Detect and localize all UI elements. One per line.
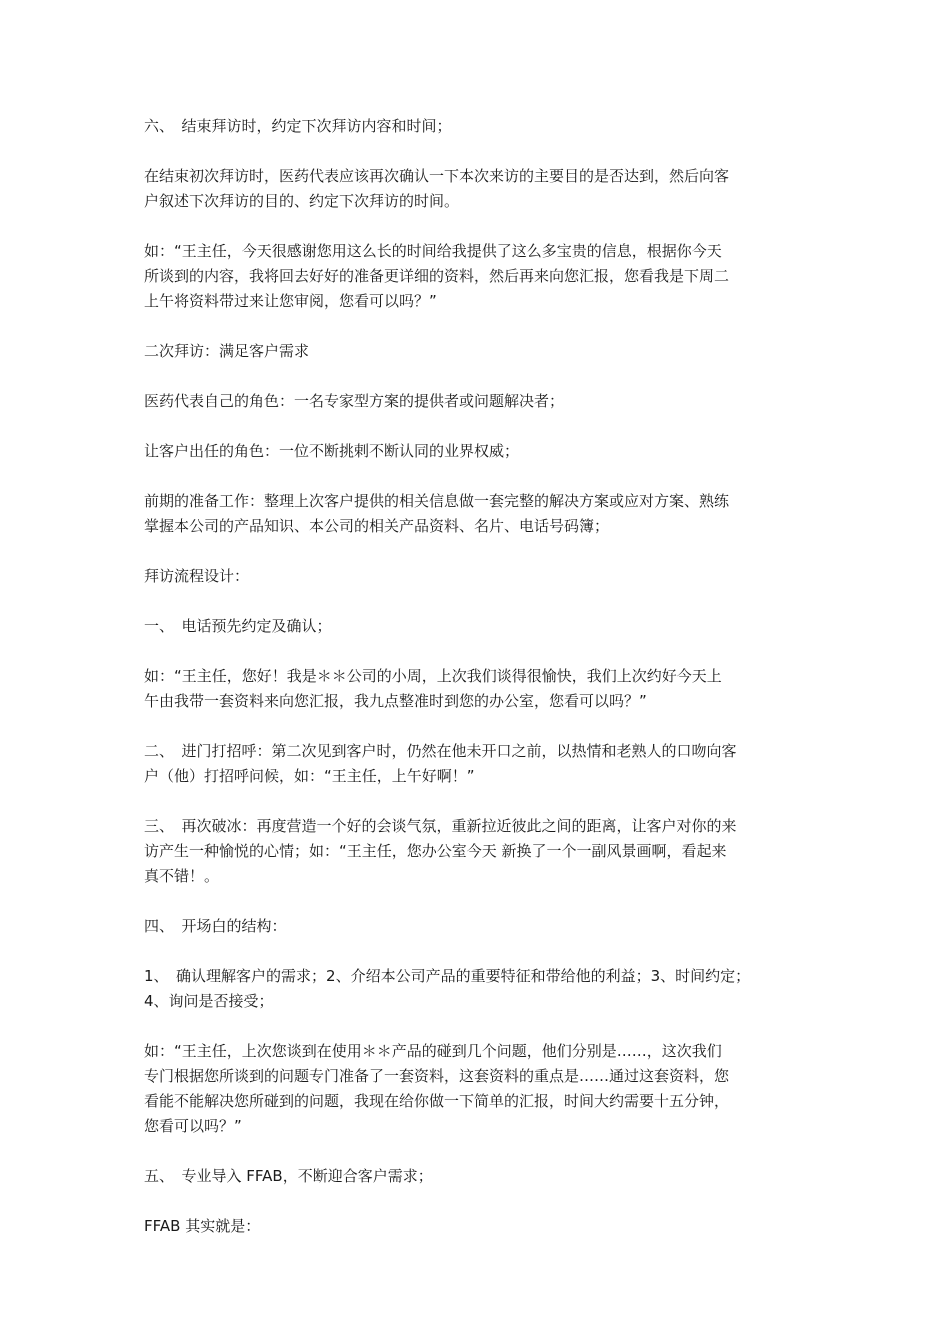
text-line: 专门根据您所谈到的问题专门准备了一套资料，这套资料的重点是……通过这套资料，您 bbox=[144, 1067, 730, 1085]
paragraph-step-five bbox=[144, 1164, 809, 1189]
paragraph-example-quote-1 bbox=[144, 239, 809, 314]
text-line: 看能不能解决您所碰到的问题，我现在给你做一下简单的汇报，时间大约需要十五分钟， bbox=[144, 1092, 730, 1110]
paragraph-step-four bbox=[144, 914, 809, 939]
text-line: 户叙述下次拜访的目的、约定下次拜访的时间。 bbox=[144, 192, 460, 210]
paragraph-step-three bbox=[144, 814, 809, 889]
text-line: 前期的准备工作：整理上次客户提供的相关信息做一套完整的解决方案或应对方案、熟练 bbox=[144, 492, 730, 510]
text-line: 让客户出任的角色：一位不断挑剌不断认同的业界权威； bbox=[144, 442, 520, 460]
text-line: 四、 开场白的结构： bbox=[144, 917, 287, 935]
text-line: 户（他）打招呼问候，如：“王主任，上午好啊！” bbox=[144, 767, 475, 785]
text-line: 五、 专业导入 FFAB，不断迎合客户需求； bbox=[144, 1167, 433, 1185]
paragraph-rep-role bbox=[144, 389, 809, 414]
paragraph-second-visit-heading bbox=[144, 339, 809, 364]
text-line: 一、 电话预先约定及确认； bbox=[144, 617, 332, 635]
paragraph-section-six-heading bbox=[144, 114, 809, 139]
text-line: 1、 确认理解客户的需求；2、介绍本公司产品的重要特征和带给他的利益；3、时间约定； bbox=[144, 967, 751, 985]
text-line: 拜访流程设计： bbox=[144, 567, 250, 585]
text-line: 掌握本公司的产品知识、本公司的相关产品资料、名片、电话号码簿； bbox=[144, 517, 610, 535]
text-line: FFAB 其实就是： bbox=[144, 1217, 261, 1235]
text-line: 午由我带一套资料来向您汇报，我九点整准时到您的办公室，您看可以吗？” bbox=[144, 692, 647, 710]
text-line: 医药代表自己的角色：一名专家型方案的提供者或问题解决者； bbox=[144, 392, 565, 410]
text-line: 如：“王主任，您好！我是＊＊公司的小周，上次我们谈得很愉快，我们上次约好今天上 bbox=[144, 667, 722, 685]
paragraph-client-role bbox=[144, 439, 809, 464]
text-line: 六、 结束拜访时，约定下次拜访内容和时间； bbox=[144, 117, 452, 135]
text-line: 三、 再次破冰：再度营造一个好的会谈气氛，重新拉近彼此之间的距离，让客户对你的来 bbox=[144, 817, 737, 835]
text-line: 如：“王主任，上次您谈到在使用＊＊产品的碰到几个问题，他们分别是……，这次我们 bbox=[144, 1042, 722, 1060]
paragraph-process-design-heading bbox=[144, 564, 809, 589]
text-line: 所谈到的内容，我将回去好好的准备更详细的资料，然后再来向您汇报，您看我是下周二 bbox=[144, 267, 730, 285]
text-line: 如：“王主任，今天很感谢您用这么长的时间给我提供了这么多宝贵的信息，根据你今天 bbox=[144, 242, 722, 260]
paragraph-example-quote-2 bbox=[144, 664, 809, 714]
paragraph-preparation bbox=[144, 489, 809, 539]
text-line: 二、 进门打招呼：第二次见到客户时，仍然在他未开口之前，以热情和老熟人的口吻向客 bbox=[144, 742, 737, 760]
text-line: 真不错！。 bbox=[144, 867, 220, 885]
text-line: 访产生一种愉悦的心情；如：“王主任，您办公室今天 新换了一个一副风景画啊，看起来 bbox=[144, 842, 727, 860]
text-line: 二次拜访：满足客户需求 bbox=[144, 342, 310, 360]
document-body bbox=[144, 114, 809, 1264]
paragraph-ffab-definition bbox=[144, 1214, 809, 1239]
text-line: 您看可以吗？” bbox=[144, 1117, 242, 1135]
text-line: 上午将资料带过来让您审阅，您看可以吗？” bbox=[144, 292, 437, 310]
paragraph-end-first-visit bbox=[144, 164, 809, 214]
paragraph-step-one bbox=[144, 614, 809, 639]
text-line: 在结束初次拜访时，医药代表应该再次确认一下本次来访的主要目的是否达到，然后向客 bbox=[144, 167, 730, 185]
paragraph-step-two bbox=[144, 739, 809, 789]
text-line: 4、询问是否接受； bbox=[144, 992, 274, 1010]
paragraph-example-quote-3 bbox=[144, 1039, 809, 1139]
paragraph-opening-structure bbox=[144, 964, 809, 1014]
